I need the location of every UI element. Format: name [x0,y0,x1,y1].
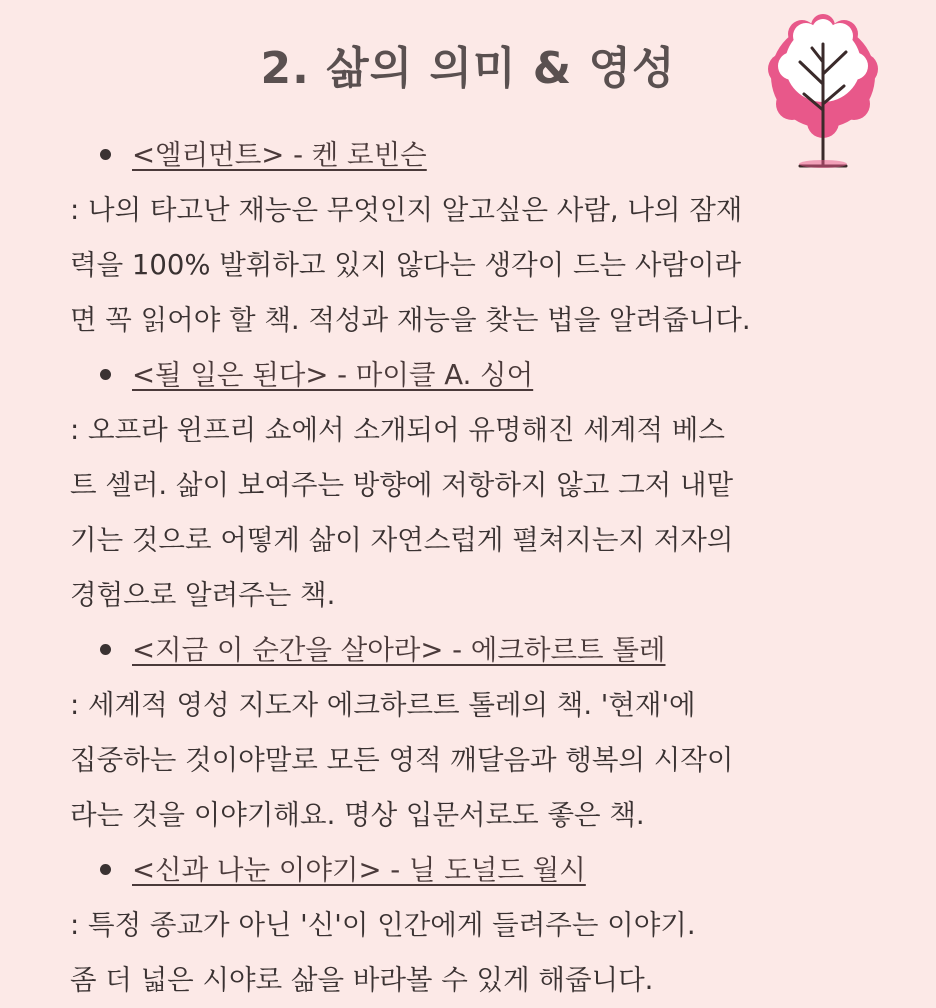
book-description: : 세계적 영성 지도자 에크하르트 톨레의 책. '현재'에 [70,689,696,721]
book-title[interactable]: <지금 이 순간을 살아라> - 에크하르트 톨레 [132,634,666,666]
bullet-icon [100,369,111,380]
list-item [70,843,870,898]
list-item [70,128,870,183]
book-description: 라는 것을 이야기해요. 명상 입문서로도 좋은 책. [70,799,645,831]
book-title[interactable]: <엘리먼트> - 켄 로빈슨 [132,139,427,171]
book-list [70,128,870,1008]
book-description: 경험으로 알려주는 책. [70,579,336,611]
book-title[interactable]: <될 일은 된다> - 마이클 A. 싱어 [132,359,534,391]
page-title: 2. 삶의 의미 & 영성 [260,43,676,94]
book-description: 좀 더 넓은 시야로 삶을 바라볼 수 있게 해줍니다. [70,964,654,996]
bullet-icon [100,864,111,875]
book-description: : 특정 종교가 아닌 '신'이 인간에게 들려주는 이야기. [70,909,696,941]
list-item [70,623,870,678]
book-description: : 오프라 윈프리 쇼에서 소개되어 유명해진 세계적 베스 [70,414,725,446]
book-description: : 나의 타고난 재능은 무엇인지 알고싶은 사람, 나의 잠재 [70,194,743,226]
book-description: 력을 100% 발휘하고 있지 않다는 생각이 드는 사람이라 [70,249,742,281]
book-description: 트 셀러. 삶이 보여주는 방향에 저항하지 않고 그저 내맡 [70,469,734,501]
bullet-icon [100,644,111,655]
book-description: 기는 것으로 어떻게 삶이 자연스럽게 펼쳐지는지 저자의 [70,524,734,556]
book-title[interactable]: <신과 나눈 이야기> - 닐 도널드 월시 [132,854,586,886]
list-item [70,348,870,403]
book-description: 집중하는 것이야말로 모든 영적 깨달음과 행복의 시작이 [70,744,734,776]
bullet-icon [100,149,111,160]
book-description: 면 꼭 읽어야 할 책. 적성과 재능을 찾는 법을 알려줍니다. [70,304,751,336]
